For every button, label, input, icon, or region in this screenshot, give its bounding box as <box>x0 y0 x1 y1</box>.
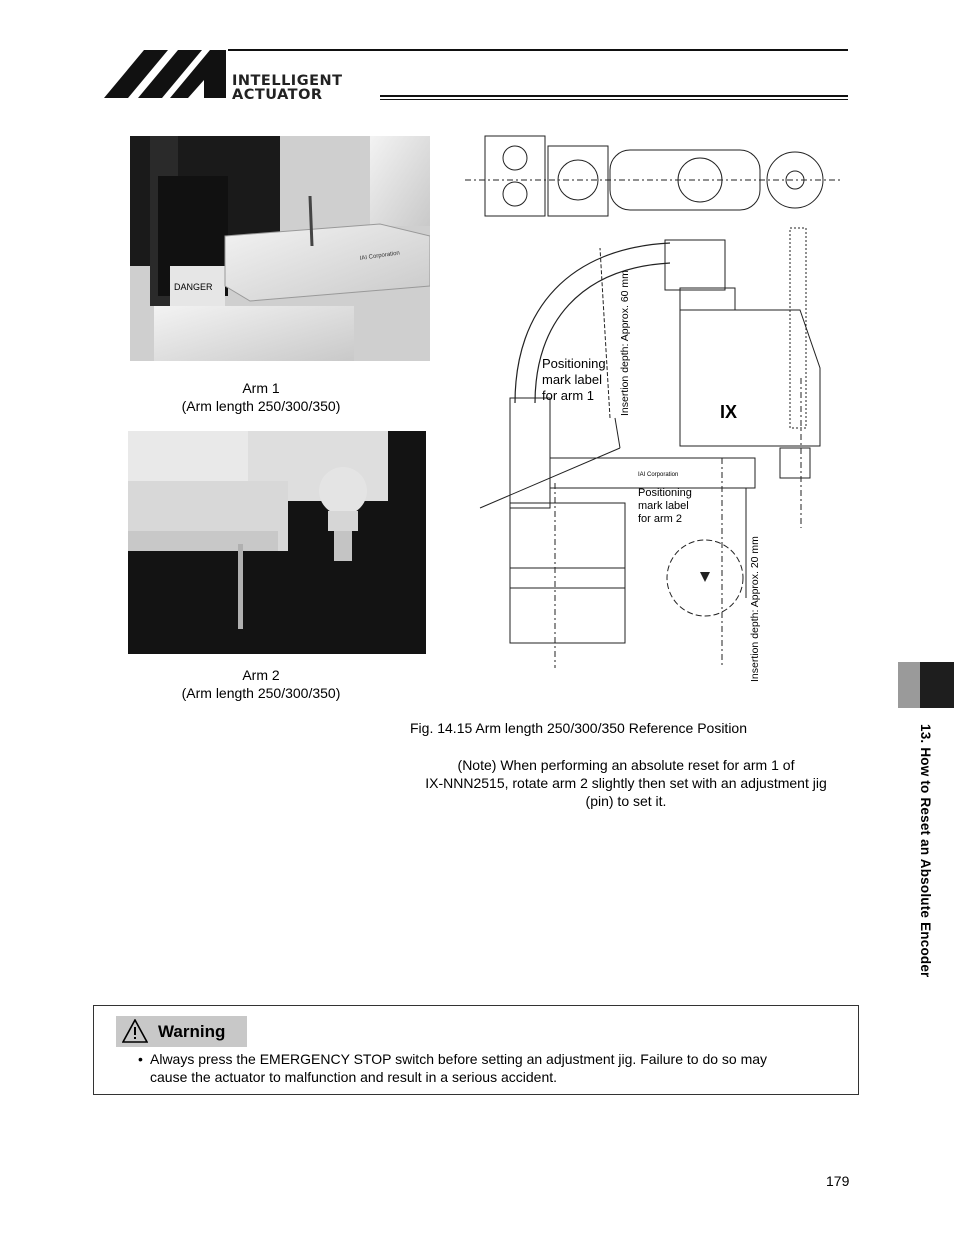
ix-logo: IX <box>720 402 738 422</box>
logo-line2: ACTUATOR <box>232 87 323 103</box>
arm1-photo <box>130 136 430 361</box>
arm2-mark-label-line1: Positioning <box>638 487 692 499</box>
note <box>398 756 854 810</box>
arm1-caption-detail: (Arm length 250/300/350) <box>181 398 341 414</box>
insertion-depth-60-label: Insertion depth: Approx. 60 mm <box>619 270 631 416</box>
warning-label: Warning <box>158 1022 226 1041</box>
note-line1: (Note) When performing an absolute reset for arm 1 of <box>457 757 795 773</box>
arm2-caption-title: Arm 2 <box>242 667 280 683</box>
arm1-danger-label: DANGER <box>174 282 213 292</box>
warning-text <box>138 1050 848 1086</box>
note-line2: IX-NNN2515, rotate arm 2 slightly then set with an adjustment jig <box>425 775 827 791</box>
diagram-corp-label: IAI Corporation <box>638 472 679 478</box>
logo-wordmark <box>232 74 343 102</box>
warning-triangle-icon <box>122 1019 148 1043</box>
header-rule-bottom-thin <box>380 99 848 100</box>
warning-text-line1: Always press the EMERGENCY STOP switch before setting an adjustment jig. Failure to do so may <box>150 1051 768 1067</box>
page-number: 179 <box>826 1173 850 1189</box>
insertion-depth-20-label: Insertion depth: Approx. 20 mm <box>749 536 761 682</box>
note-line3: (pin) to set it. <box>585 793 667 809</box>
warning-text-line2: cause the actuator to malfunction and result in a serious accident. <box>150 1069 558 1085</box>
arm2-caption-detail: (Arm length 250/300/350) <box>181 685 341 701</box>
arm1-mark-label-line1: Positioning <box>542 356 606 371</box>
arm2-caption <box>130 666 392 702</box>
warning-bullet: • <box>138 1051 143 1067</box>
arm2-mark-label-line3: for arm 2 <box>638 513 683 525</box>
chapter-tab-gray <box>898 662 920 708</box>
arm1-caption-title: Arm 1 <box>242 380 280 396</box>
arm2-mark-label-line2: mark label <box>638 500 689 512</box>
header-rule-top <box>228 49 848 51</box>
arm1-corp-label: IAI Corporation <box>359 250 401 262</box>
chapter-title: 13. How to Reset an Absolute Encoder <box>918 724 933 978</box>
figure-caption: Fig. 14.15 Arm length 250/300/350 Reference Position <box>410 720 747 736</box>
logo-line1: INTELLIGENT <box>232 73 343 89</box>
arm1-caption <box>130 379 392 415</box>
arm1-mark-label-line2: mark label <box>542 372 602 387</box>
header-rule-bottom <box>380 95 848 97</box>
arm1-mark-label-line3: for arm 1 <box>542 388 595 403</box>
arm-reference-drawing <box>460 128 860 688</box>
arm2-photo <box>128 431 426 654</box>
chapter-tab-dark <box>920 662 954 708</box>
